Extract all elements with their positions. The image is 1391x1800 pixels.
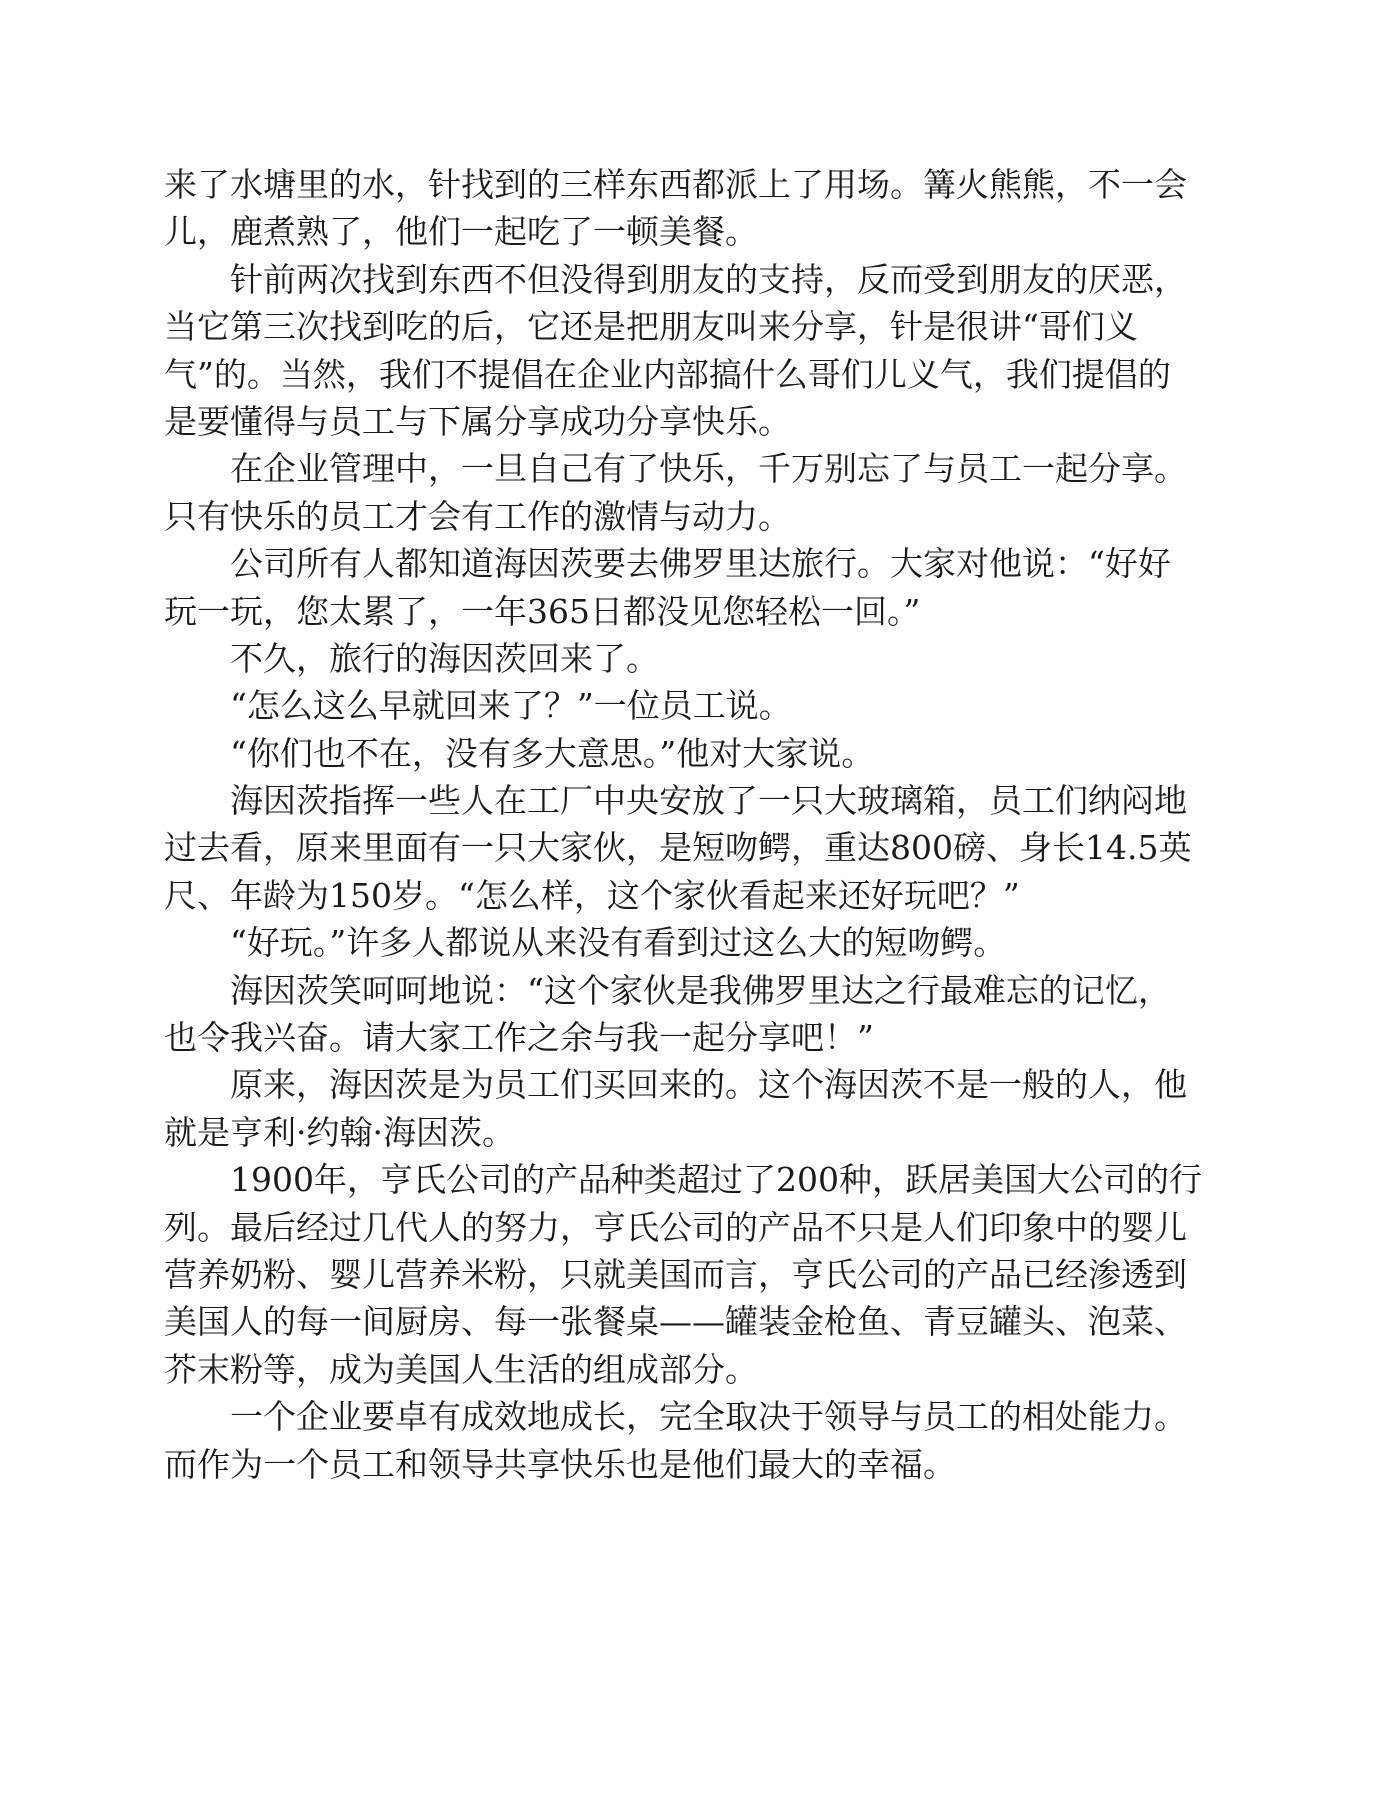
text-line: 列。最后经过几代人的努力，亨氏公司的产品不只是人们印象中的婴儿 (164, 1207, 1187, 1247)
text-line: “你们也不在，没有多大意思。”他对大家说。 (230, 733, 875, 773)
text-line: 海因茨笑呵呵地说：“这个家伙是我佛罗里达之行最难忘的记忆， (230, 970, 1171, 1010)
text-line: 气”的。当然，我们不提倡在企业内部搞什么哥们儿义气，我们提倡的 (164, 354, 1171, 394)
text-line: 营养奶粉、婴儿营养米粉，只就美国而言，亨氏公司的产品已经渗透到 (164, 1254, 1187, 1294)
text-line: 一个企业要卓有成效地成长，完全取决于领导与员工的相处能力。 (230, 1397, 1187, 1437)
text-line: 公司所有人都知道海因茨要去佛罗里达旅行。大家对他说：“好好 (230, 544, 1171, 584)
text-line: 是要懂得与员工与下属分享成功分享快乐。 (164, 401, 791, 441)
text-line: 玩一玩，您太累了，一年365日都没见您轻松一回。” (164, 591, 921, 631)
text-line: 原来，海因茨是为员工们买回来的。这个海因茨不是一般的人，他 (230, 1065, 1187, 1105)
text-line: “怎么这么早就回来了？”一位员工说。 (230, 686, 792, 726)
body-text (164, 161, 1226, 1488)
text-line: 过去看，原来里面有一只大家伙，是短吻鳄，重达800磅、身长14.5英 (164, 828, 1192, 868)
text-line: 针前两次找到东西不但没得到朋友的支持，反而受到朋友的厌恶， (230, 259, 1187, 299)
text-line: 芥末粉等，成为美国人生活的组成部分。 (164, 1349, 758, 1389)
text-line: 1900年，亨氏公司的产品种类超过了200种，跃居美国大公司的行 (230, 1160, 1202, 1200)
text-line: 也令我兴奋。请大家工作之余与我一起分享吧！” (164, 1018, 874, 1058)
text-line: 在企业管理中，一旦自己有了快乐，千万别忘了与员工一起分享。 (230, 449, 1187, 489)
text-line: 只有快乐的员工才会有工作的激情与动力。 (164, 496, 791, 536)
text-line: 就是亨利·约翰·海因茨。 (164, 1112, 515, 1152)
text-line: 儿，鹿煮熟了，他们一起吃了一顿美餐。 (164, 212, 758, 252)
text-line: 而作为一个员工和领导共享快乐也是他们最大的幸福。 (164, 1444, 956, 1484)
text-line: 美国人的每一间厨房、每一张餐桌——罐装金枪鱼、青豆罐头、泡菜、 (164, 1302, 1187, 1342)
text-line: “好玩。”许多人都说从来没有看到过这么大的短吻鳄。 (230, 923, 1007, 963)
text-line: 来了水塘里的水，针找到的三样东西都派上了用场。篝火熊熊，不一会 (164, 165, 1187, 204)
text-line: 不久，旅行的海因茨回来了。 (230, 638, 659, 678)
text-line: 当它第三次找到吃的后，它还是把朋友叫来分享，针是很讲“哥们义 (164, 307, 1138, 347)
text-line: 海因茨指挥一些人在工厂中央安放了一只大玻璃箱，员工们纳闷地 (230, 781, 1187, 821)
text-line: 尺、年龄为150岁。“怎么样，这个家伙看起来还好玩吧？” (164, 875, 1020, 915)
